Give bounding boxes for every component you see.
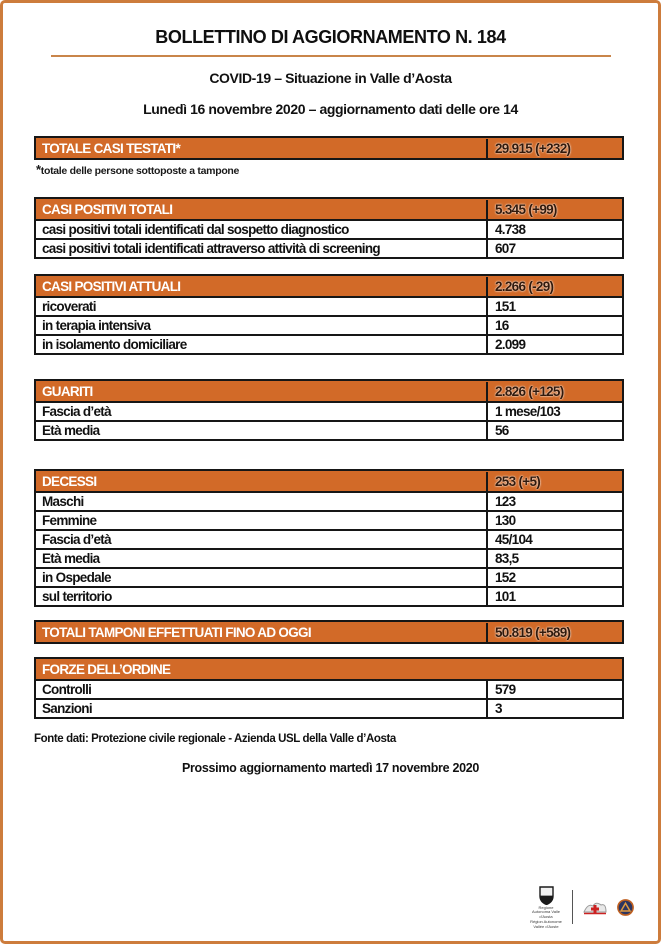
- table-title: CASI POSITIVI TOTALI: [42, 201, 173, 217]
- row-value: 2.099: [486, 335, 622, 354]
- table-forze-dellordine: [34, 657, 624, 719]
- row-label: Maschi: [42, 494, 84, 509]
- row-value: 83,5: [486, 549, 622, 568]
- row-label: in Ospedale: [42, 570, 111, 585]
- table-total-value: 5.345 (+99): [486, 200, 622, 219]
- azienda-usl-mountain-icon: [582, 899, 608, 916]
- row-value: 16: [486, 316, 622, 335]
- table-totale-casi-testati: [34, 136, 624, 160]
- row-value: 101: [486, 587, 622, 606]
- region-caption-it: Regione Autonoma Valle d'Aosta: [532, 904, 560, 919]
- table-row: [36, 548, 622, 567]
- row-value: 579: [486, 680, 622, 699]
- data-source-note: Fonte dati: Protezione civile regionale - Azienda USL della Valle d’Aosta: [34, 733, 396, 745]
- row-value: 151: [486, 297, 622, 316]
- table-row: [36, 296, 622, 315]
- footnote-asterisk: *: [36, 162, 41, 177]
- table-total-value: 2.266 (-29): [486, 277, 622, 296]
- table-title: CASI POSITIVI ATTUALI: [42, 278, 181, 294]
- table-header-row: [36, 199, 622, 219]
- logo-divider: [572, 890, 573, 924]
- region-crest-block: [529, 886, 563, 930]
- table-total-value: 29.915 (+232): [486, 139, 622, 158]
- region-caption-fr: Région Autonome Vallée d'Aoste: [530, 919, 562, 929]
- page-subtitle: COVID-19 – Situazione in Valle d’Aosta: [209, 70, 452, 86]
- table-row: [36, 334, 622, 353]
- row-label: sul territorio: [42, 589, 112, 604]
- table-header-row: [36, 622, 622, 642]
- table-title: FORZE DELL’ORDINE: [42, 661, 171, 677]
- table-row: [36, 219, 622, 238]
- table-guariti: [34, 379, 624, 441]
- row-label: Età media: [42, 423, 100, 438]
- table-header-row: [36, 471, 622, 491]
- table-decessi: [34, 469, 624, 607]
- table-casi-positivi-attuali: [34, 274, 624, 355]
- row-label: in isolamento domiciliare: [42, 337, 187, 352]
- table-total-value: 253 (+5): [486, 472, 622, 491]
- row-label: Età media: [42, 551, 100, 566]
- table-title: DECESSI: [42, 473, 97, 489]
- row-label: casi positivi totali identificati attraverso attività di screening: [42, 241, 380, 256]
- row-label: Sanzioni: [42, 701, 92, 716]
- table-casi-positivi-totali: [34, 197, 624, 259]
- table-title: GUARITI: [42, 383, 93, 399]
- table-row: [36, 238, 622, 257]
- table-row: [36, 698, 622, 717]
- table-total-value: 50.819 (+589): [486, 623, 622, 642]
- page-dateline: Lunedì 16 novembre 2020 – aggiornamento dati delle ore 14: [143, 101, 518, 117]
- table-title: TOTALE CASI TESTATI*: [42, 140, 181, 156]
- table-row: [36, 510, 622, 529]
- table-total-value: 2.826 (+125): [486, 382, 622, 401]
- row-value: 1 mese/103: [486, 402, 622, 421]
- row-value: 152: [486, 568, 622, 587]
- table-row: [36, 567, 622, 586]
- table-title: TOTALI TAMPONI EFFETTUATI FINO AD OGGI: [42, 624, 311, 640]
- row-label: in terapia intensiva: [42, 318, 151, 333]
- footnote-text: totale delle persone sottoposte a tampone: [40, 165, 240, 177]
- row-label: ricoverati: [42, 299, 96, 314]
- table-row: [36, 529, 622, 548]
- row-value: 123: [486, 492, 622, 511]
- next-update-note: Prossimo aggiornamento martedì 17 novembre 2020: [181, 761, 480, 775]
- table-header-row: [36, 659, 622, 679]
- row-value: 4.738: [486, 220, 622, 239]
- row-value: 56: [486, 421, 622, 440]
- row-label: casi positivi totali identificati dal sospetto diagnostico: [42, 222, 349, 237]
- page-title: BOLLETTINO DI AGGIORNAMENTO N. 184: [155, 27, 506, 47]
- row-value: 3: [486, 699, 622, 718]
- table-tamponi-totali: [34, 620, 624, 644]
- table-row: [36, 586, 622, 605]
- table-header-row: [36, 276, 622, 296]
- valle-daosta-coat-of-arms-icon: [539, 886, 554, 905]
- table-row: [36, 315, 622, 334]
- table-row: [36, 679, 622, 698]
- row-label: Femmine: [42, 513, 97, 528]
- table-row: [36, 420, 622, 439]
- row-value: 607: [486, 239, 622, 258]
- table-header-row: [36, 138, 622, 158]
- protezione-civile-badge-icon: [617, 899, 634, 916]
- row-label: Controlli: [42, 682, 92, 697]
- table-row: [36, 491, 622, 510]
- testati-footnote: [36, 162, 658, 177]
- row-value: 130: [486, 511, 622, 530]
- row-value: 45/104: [486, 530, 622, 549]
- row-label: Fascia d’età: [42, 404, 111, 419]
- row-label: Fascia d’età: [42, 532, 111, 547]
- logo-strip: [529, 886, 634, 930]
- table-row: [36, 401, 622, 420]
- title-underline: [51, 55, 611, 57]
- table-header-row: [36, 381, 622, 401]
